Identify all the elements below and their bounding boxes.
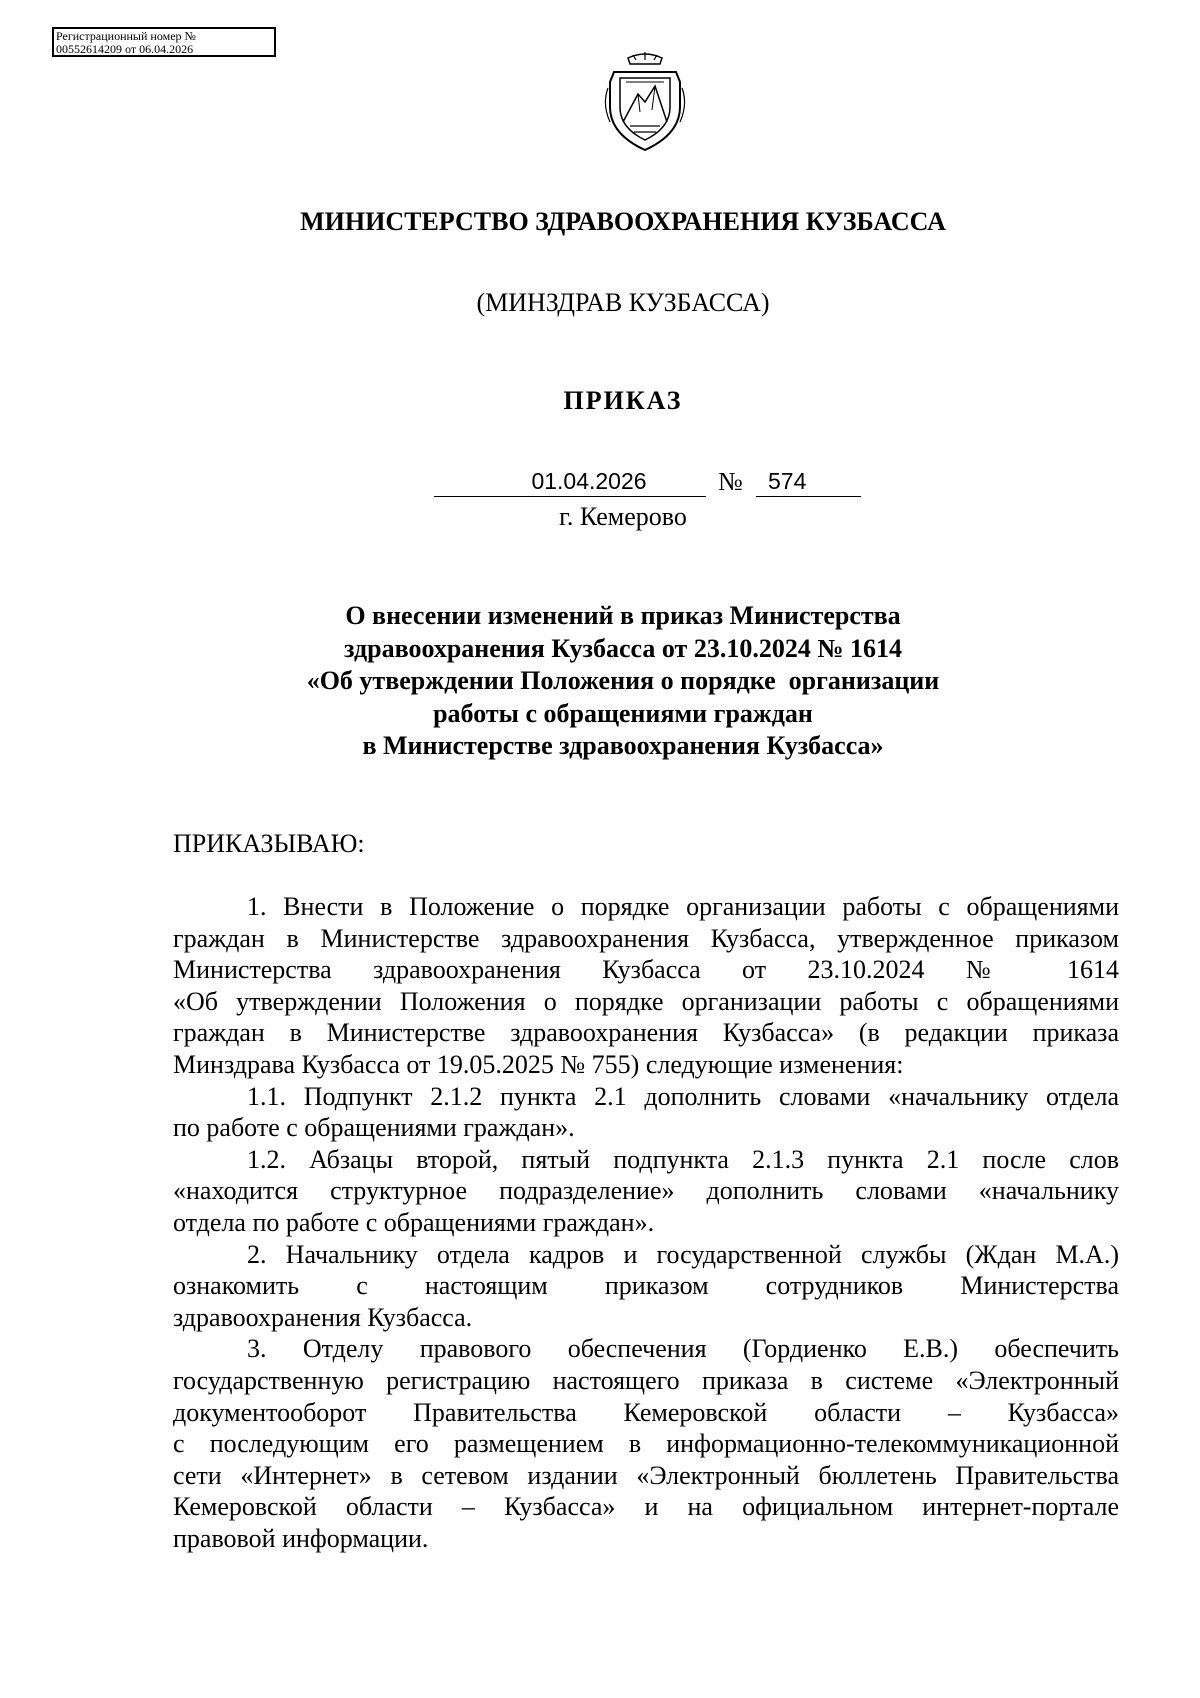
paragraph-line: государственную регистрацию настоящего приказа в системе «Электронный: [173, 1365, 1119, 1395]
ministry-short-name: (МИНЗДРАВ КУЗБАССА): [476, 288, 770, 317]
number-sign: №: [718, 467, 743, 496]
paragraph-line: 1. Внести в Положение о порядке организации работы с обращениями: [247, 892, 1119, 921]
document-title: [0, 600, 1200, 763]
paragraph-line: граждан в Министерстве здравоохранения Кузбасса, утвержденное приказом: [173, 923, 1119, 953]
paragraph-line: Кемеровской области – Кузбасса» и на официальном интернет-портале: [173, 1492, 1119, 1522]
paragraph-line: по работе с обращениями граждан».: [173, 1113, 575, 1143]
title-line: здравоохранения Кузбасса от 23.10.2024 № 1614: [344, 633, 902, 663]
paragraph-line: 3. Отделу правового обеспечения (Гордиенко Е.В.) обеспечить: [247, 1334, 1119, 1364]
paragraph-line: документооборот Правительства Кемеровской области – Кузбасса»: [173, 1397, 1119, 1427]
title-line: «Об утверждении Положения о порядке организации: [306, 666, 940, 695]
title-line: О внесении изменений в приказ Министерства: [345, 601, 901, 630]
paragraph-line: Минздрава Кузбасса от 19.05.2025 № 755) следующие изменения:: [173, 1049, 904, 1079]
order-number: 574: [756, 466, 861, 497]
kuzbass-coat-of-arms-icon: [600, 52, 690, 152]
paragraph-line: «Об утверждении Положения о порядке организации работы с обращениями: [173, 986, 1119, 1016]
title-line: в Министерстве здравоохранения Кузбасса»: [362, 731, 884, 760]
document-type: ПРИКАЗ: [563, 386, 683, 415]
paragraph-line: 2. Начальнику отдела кадров и государственной службы (Ждан М.А.): [247, 1239, 1119, 1269]
paragraph-line: граждан в Министерстве здравоохранения Кузбасса» (в редакции приказа: [173, 1018, 1119, 1048]
paragraph-1-2: [173, 1144, 1119, 1239]
paragraph-1: [173, 891, 1119, 1081]
paragraph-3: [173, 1333, 1119, 1554]
paragraph-line: отдела по работе с обращениями граждан».: [173, 1207, 655, 1237]
paragraph-line: 1.2. Абзацы второй, пятый подпункта 2.1.3 пункта 2.1 после слов: [247, 1144, 1119, 1174]
registration-stamp: [52, 27, 276, 57]
registration-line-2: 00552614209 от 06.04.2026: [56, 41, 194, 56]
paragraph-line: 1.1. Подпункт 2.1.2 пункта 2.1 дополнить словами «начальнику отдела: [247, 1081, 1119, 1111]
order-content: [173, 891, 1119, 1554]
order-date: 01.04.2026: [434, 466, 706, 497]
paragraph-1-1: [173, 1081, 1119, 1144]
paragraph-line: сети «Интернет» в сетевом издании «Электронный бюллетень Правительства: [173, 1460, 1119, 1490]
paragraph-line: правовой информации.: [173, 1523, 429, 1553]
paragraph-line: здравоохранения Кузбасса.: [173, 1302, 473, 1332]
paragraph-line: с последующим его размещением в информационно-телекоммуникационной: [173, 1429, 1119, 1459]
ministry-name: МИНИСТЕРСТВО ЗДРАВООХРАНЕНИЯ КУЗБАССА: [300, 207, 946, 236]
paragraph-line: ознакомить с настоящим приказом сотрудников Министерства: [173, 1271, 1119, 1301]
paragraph-2: [173, 1239, 1119, 1334]
city: г. Кемерово: [559, 502, 687, 531]
title-line: работы с обращениями граждан: [433, 698, 813, 728]
directive: ПРИКАЗЫВАЮ:: [173, 829, 365, 858]
registration-line-1: Регистрационный номер №: [56, 29, 196, 43]
paragraph-line: «находится структурное подразделение» дополнить словами «начальнику: [173, 1176, 1119, 1206]
paragraph-line: Министерства здравоохранения Кузбасса от 23.10.2024 № 1614: [173, 955, 1119, 985]
